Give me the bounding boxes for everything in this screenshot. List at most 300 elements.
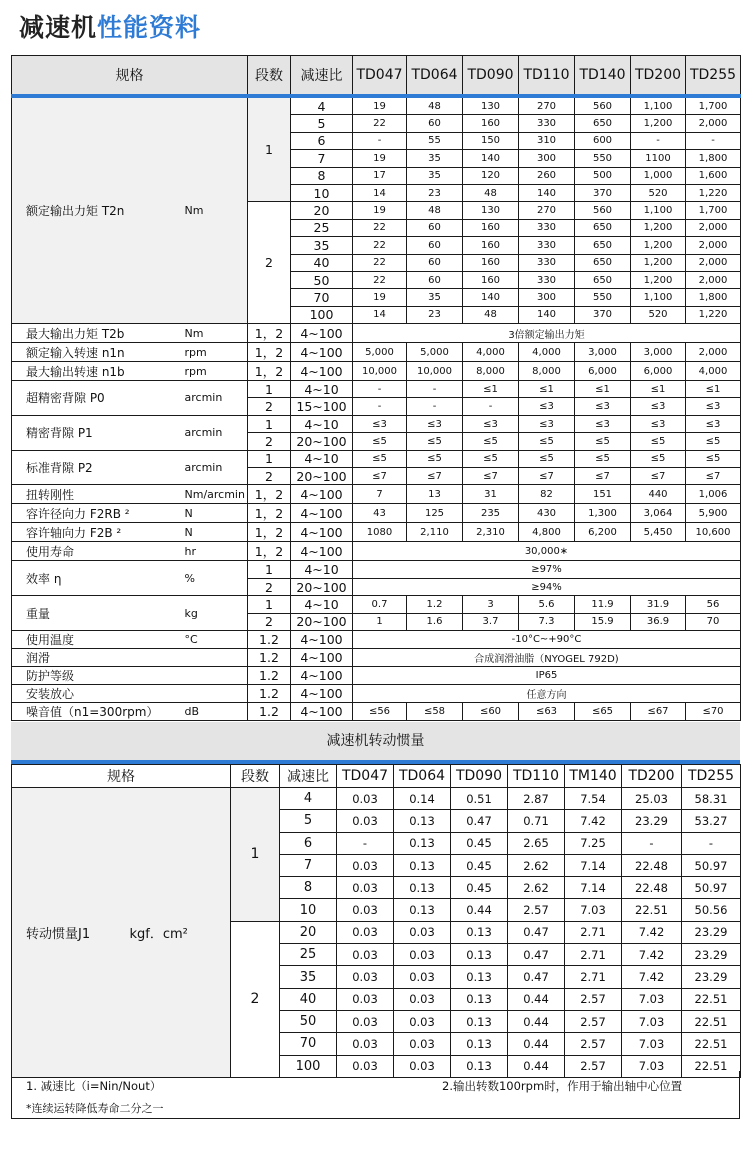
table-cell: 370	[575, 184, 631, 201]
table-row	[12, 702, 741, 720]
table-cell: 4,000	[463, 343, 519, 362]
table-cell: 5,900	[686, 504, 741, 523]
table-cell: 2.65	[508, 832, 565, 854]
table-cell: 150	[463, 132, 519, 149]
table-cell: ≤3	[631, 398, 686, 415]
note-2: 2.输出转数100rpm时，作用于输出轴中心位置	[442, 1079, 683, 1093]
table-cell: 260	[519, 167, 575, 184]
ratio-cell: 50	[291, 271, 353, 288]
table-cell: 6,200	[575, 523, 631, 542]
table-cell: 35	[407, 289, 463, 306]
column-header: 段数	[248, 56, 291, 97]
table-cell: 0.71	[508, 810, 565, 832]
table-row	[12, 96, 741, 115]
stage-cell: 1	[248, 381, 291, 398]
table-row	[12, 381, 741, 398]
stage-cell: 2	[231, 921, 280, 1077]
table-row	[12, 343, 741, 362]
table-cell: 0.44	[508, 988, 565, 1010]
table-cell: 4,800	[519, 523, 575, 542]
table-cell: 0.03	[394, 1010, 451, 1032]
row-label: 润滑	[12, 648, 181, 666]
table-cell: 1,100	[631, 202, 686, 219]
table-cell: 8,000	[463, 362, 519, 381]
stage-cell: 1.2	[248, 648, 291, 666]
row-label: 超精密背隙 P0	[12, 381, 181, 416]
table-cell: 13	[407, 485, 463, 504]
table-row	[12, 596, 741, 613]
row-unit: kgf．cm²	[130, 788, 231, 1078]
table-cell: 270	[519, 96, 575, 115]
table-cell: ≤3	[519, 415, 575, 432]
table-cell: 0.13	[394, 877, 451, 899]
table-cell: 14	[353, 306, 407, 323]
table-cell: ≤5	[575, 450, 631, 467]
table-cell: 7.42	[565, 810, 622, 832]
row-unit: Nm	[181, 96, 248, 324]
merged-value: ≥94%	[353, 578, 741, 595]
row-label: 重量	[12, 596, 181, 631]
table-row	[12, 630, 741, 648]
table-cell: 310	[519, 132, 575, 149]
table-cell: 7.3	[519, 613, 575, 630]
table-cell: ≤3	[575, 398, 631, 415]
table-cell: 7.14	[565, 877, 622, 899]
table-cell: 0.45	[451, 854, 508, 876]
column-header: TD047	[353, 56, 407, 97]
table-cell: 5,450	[631, 523, 686, 542]
table-cell: 7.03	[622, 988, 682, 1010]
column-header: 规格	[12, 56, 248, 97]
table-cell: 4,000	[686, 362, 741, 381]
table-cell: 1,000	[631, 167, 686, 184]
table-cell: 35	[407, 167, 463, 184]
merged-value: 30,000∗	[353, 542, 741, 561]
table-cell: 650	[575, 254, 631, 271]
table-cell: 2.57	[565, 1010, 622, 1032]
table-cell: 22	[353, 271, 407, 288]
table-cell: 10,000	[407, 362, 463, 381]
ratio-cell: 6	[291, 132, 353, 149]
table-cell: 2.71	[565, 921, 622, 943]
table-cell: 0.03	[337, 921, 394, 943]
table-cell: 0.13	[451, 944, 508, 966]
ratio-cell: 7	[291, 150, 353, 167]
table-cell: 2,000	[686, 219, 741, 236]
column-header: 规格	[12, 765, 231, 788]
table-cell: 48	[463, 306, 519, 323]
table-cell: 1.6	[407, 613, 463, 630]
table-cell: 25.03	[622, 788, 682, 810]
table-cell: 330	[519, 254, 575, 271]
table-cell: ≤5	[463, 450, 519, 467]
table-cell: 22.51	[682, 1033, 741, 1055]
table-cell: ≤3	[407, 415, 463, 432]
table-cell: 23.29	[682, 921, 741, 943]
table-row	[12, 788, 741, 810]
ratio-cell: 6	[280, 832, 337, 854]
column-header: TD110	[508, 765, 565, 788]
table-cell: 160	[463, 237, 519, 254]
table-row	[12, 648, 741, 666]
table-cell: 1,300	[575, 504, 631, 523]
table-cell: 1100	[631, 150, 686, 167]
table-cell: 560	[575, 202, 631, 219]
table-cell: 0.47	[508, 944, 565, 966]
table-row	[12, 324, 741, 343]
table-header-row	[12, 56, 741, 97]
table-cell: 0.44	[508, 1055, 565, 1077]
table-cell: 440	[631, 485, 686, 504]
ratio-cell: 35	[291, 237, 353, 254]
table-row	[12, 362, 741, 381]
ratio-cell: 20	[280, 921, 337, 943]
ratio-cell: 4~10	[291, 450, 353, 467]
table-cell: ≤3	[686, 415, 741, 432]
table-cell: 48	[407, 202, 463, 219]
table-cell: ≤1	[686, 381, 741, 398]
table-cell: ≤58	[407, 702, 463, 720]
table-cell: 22	[353, 115, 407, 132]
ratio-cell: 8	[291, 167, 353, 184]
table-cell: ≤1	[575, 381, 631, 398]
ratio-cell: 100	[291, 306, 353, 323]
table-cell: 2,000	[686, 237, 741, 254]
row-unit: °C	[181, 630, 248, 648]
table-cell: 10,000	[353, 362, 407, 381]
table-cell: ≤7	[686, 468, 741, 485]
stage-cell: 1.2	[248, 702, 291, 720]
table-cell: 650	[575, 219, 631, 236]
table-cell: 2.57	[565, 988, 622, 1010]
stage-cell: 1	[231, 788, 280, 922]
table-cell: -	[407, 398, 463, 415]
table-cell: 650	[575, 271, 631, 288]
table-cell: -	[622, 832, 682, 854]
table-cell: 1,200	[631, 254, 686, 271]
table-cell: 3	[463, 596, 519, 613]
column-header: 减速比	[291, 56, 353, 97]
table-cell: 2,110	[407, 523, 463, 542]
table-cell: ≤65	[575, 702, 631, 720]
table-cell: 56	[686, 596, 741, 613]
stage-cell: 2	[248, 578, 291, 595]
column-header: 减速比	[280, 765, 337, 788]
table-cell: 1,220	[686, 306, 741, 323]
table-cell: 2.71	[565, 944, 622, 966]
table-cell: ≤5	[407, 450, 463, 467]
table-cell: 0.44	[508, 1033, 565, 1055]
table-cell: 0.13	[451, 1055, 508, 1077]
table-row	[12, 485, 741, 504]
column-header: TD047	[337, 765, 394, 788]
ratio-cell: 70	[291, 289, 353, 306]
table-cell: ≤7	[463, 468, 519, 485]
table-cell: 5,000	[407, 343, 463, 362]
table-cell: 500	[575, 167, 631, 184]
row-unit	[181, 684, 248, 702]
table-cell: 1,700	[686, 202, 741, 219]
row-unit: Nm	[181, 324, 248, 343]
table-cell: 7.03	[622, 1010, 682, 1032]
stage-cell: 1	[248, 96, 291, 202]
table-cell: -	[631, 132, 686, 149]
table-cell: 15.9	[575, 613, 631, 630]
table-cell: 22.51	[682, 988, 741, 1010]
table-cell: 0.13	[394, 810, 451, 832]
row-label: 转动惯量J1	[12, 788, 130, 1078]
table-cell: 7.54	[565, 788, 622, 810]
table-cell: 1,200	[631, 271, 686, 288]
row-unit	[181, 648, 248, 666]
ratio-cell: 4~100	[291, 343, 353, 362]
table-row	[12, 561, 741, 578]
column-header: TD255	[682, 765, 741, 788]
table-cell: -	[463, 398, 519, 415]
table-header-row	[12, 765, 741, 788]
table-cell: 0.03	[337, 1010, 394, 1032]
table-cell: 7.42	[622, 966, 682, 988]
table-cell: 0.14	[394, 788, 451, 810]
ratio-cell: 4	[280, 788, 337, 810]
table-cell: 2,000	[686, 343, 741, 362]
table-cell: 50.97	[682, 877, 741, 899]
table-cell: 0.03	[337, 944, 394, 966]
table-cell: 1,220	[686, 184, 741, 201]
ratio-cell: 40	[280, 988, 337, 1010]
table-cell: 0.03	[394, 988, 451, 1010]
ratio-cell: 4~100	[291, 485, 353, 504]
ratio-cell: 35	[280, 966, 337, 988]
table-cell: 53.27	[682, 810, 741, 832]
table-cell: 43	[353, 504, 407, 523]
row-unit: hr	[181, 542, 248, 561]
table-cell: ≤1	[631, 381, 686, 398]
table-cell: 11.9	[575, 596, 631, 613]
table-cell: 120	[463, 167, 519, 184]
table-cell: ≤5	[353, 450, 407, 467]
table-cell: ≤56	[353, 702, 407, 720]
table-cell: -	[407, 381, 463, 398]
ratio-cell: 4~10	[291, 381, 353, 398]
table-cell: ≤67	[631, 702, 686, 720]
row-label: 扭转刚性	[12, 485, 181, 504]
ratio-cell: 4~100	[291, 542, 353, 561]
stage-cell: 2	[248, 398, 291, 415]
table-cell: 36.9	[631, 613, 686, 630]
column-header: TD064	[407, 56, 463, 97]
performance-table	[11, 55, 741, 721]
table-cell: 7.03	[565, 899, 622, 921]
table-cell: 60	[407, 254, 463, 271]
table-cell: 0.13	[394, 854, 451, 876]
table-cell: 19	[353, 96, 407, 115]
row-unit: %	[181, 561, 248, 596]
table-cell: 2.62	[508, 877, 565, 899]
table-cell: 22	[353, 219, 407, 236]
table-cell: 4,000	[519, 343, 575, 362]
table-cell: 1,200	[631, 115, 686, 132]
table-cell: ≤63	[519, 702, 575, 720]
table-cell: 650	[575, 115, 631, 132]
stage-cell: 1，2	[248, 362, 291, 381]
table-cell: ≤7	[407, 468, 463, 485]
table-cell: 1080	[353, 523, 407, 542]
notes-box	[11, 1071, 740, 1119]
table-cell: 2,000	[686, 254, 741, 271]
column-header: TD064	[394, 765, 451, 788]
stage-cell: 1.2	[248, 666, 291, 684]
table-cell: ≤3	[575, 415, 631, 432]
table-cell: 0.47	[451, 810, 508, 832]
table-cell: ≤5	[631, 450, 686, 467]
table-cell: 0.47	[508, 921, 565, 943]
table-cell: 14	[353, 184, 407, 201]
table-cell: 0.03	[394, 944, 451, 966]
table-cell: 0.03	[337, 966, 394, 988]
table-cell: 7	[353, 485, 407, 504]
row-label: 容许径向力 F2RB ²	[12, 504, 181, 523]
table-cell: 330	[519, 271, 575, 288]
ratio-cell: 4~100	[291, 630, 353, 648]
row-label: 额定输入转速 n1n	[12, 343, 181, 362]
table-cell: 58.31	[682, 788, 741, 810]
table-cell: 7.03	[622, 1055, 682, 1077]
table-cell: 3,000	[631, 343, 686, 362]
table-cell: ≤5	[686, 433, 741, 450]
table-cell: 19	[353, 150, 407, 167]
ratio-cell: 4~100	[291, 666, 353, 684]
table-cell: ≤5	[575, 433, 631, 450]
table-cell: ≤3	[631, 415, 686, 432]
stage-cell: 1	[248, 415, 291, 432]
column-header: TD090	[451, 765, 508, 788]
table-cell: ≤5	[463, 433, 519, 450]
table-cell: 6,000	[631, 362, 686, 381]
table-cell: 235	[463, 504, 519, 523]
ratio-cell: 100	[280, 1055, 337, 1077]
row-label: 使用寿命	[12, 542, 181, 561]
ratio-cell: 4	[291, 96, 353, 115]
table-cell: 22.51	[682, 1010, 741, 1032]
table-cell: 650	[575, 237, 631, 254]
table-cell: 0.03	[337, 854, 394, 876]
table-cell: 60	[407, 271, 463, 288]
table-cell: -	[686, 132, 741, 149]
table-cell: 0.03	[337, 810, 394, 832]
table-cell: 0.13	[451, 966, 508, 988]
stage-cell: 1.2	[248, 684, 291, 702]
table-cell: ≤5	[353, 433, 407, 450]
table-row	[12, 542, 741, 561]
table-cell: 1,100	[631, 289, 686, 306]
table-cell: 60	[407, 115, 463, 132]
table-cell: 10,600	[686, 523, 741, 542]
merged-value: -10°C~+90°C	[353, 630, 741, 648]
stage-cell: 1，2	[248, 523, 291, 542]
table-cell: 7.42	[622, 921, 682, 943]
table-cell: ≤3	[463, 415, 519, 432]
table-cell: 48	[407, 96, 463, 115]
ratio-cell: 20~100	[291, 613, 353, 630]
merged-value: ≥97%	[353, 561, 741, 578]
ratio-cell: 40	[291, 254, 353, 271]
table-cell: 1,600	[686, 167, 741, 184]
stage-cell: 1	[248, 561, 291, 578]
table-cell: 50.97	[682, 854, 741, 876]
row-label: 噪音值（n1=300rpm）	[12, 702, 181, 720]
row-unit: dB	[181, 702, 248, 720]
table-cell: 5,000	[353, 343, 407, 362]
table-cell: 1,800	[686, 289, 741, 306]
row-label: 防护等级	[12, 666, 181, 684]
table-cell: ≤7	[575, 468, 631, 485]
row-unit: arcmin	[181, 381, 248, 416]
table-row	[12, 666, 741, 684]
ratio-cell: 4~100	[291, 504, 353, 523]
table-cell: ≤5	[407, 433, 463, 450]
column-header: 段数	[231, 765, 280, 788]
table-cell: 300	[519, 289, 575, 306]
ratio-cell: 5	[280, 810, 337, 832]
table-cell: 19	[353, 289, 407, 306]
ratio-cell: 20~100	[291, 578, 353, 595]
row-unit: Nm/arcmin	[181, 485, 248, 504]
note-3: *连续运转降低寿命二分之一	[26, 1102, 164, 1115]
table-cell: 19	[353, 202, 407, 219]
table-cell: 0.03	[394, 1033, 451, 1055]
table-cell: 160	[463, 254, 519, 271]
column-header: TD255	[686, 56, 741, 97]
table-cell: 520	[631, 184, 686, 201]
table-cell: ≤5	[519, 433, 575, 450]
column-header: TD140	[575, 56, 631, 97]
table-cell: 22.51	[682, 1055, 741, 1077]
stage-cell: 1，2	[248, 542, 291, 561]
merged-value: 合成润滑油脂（NYOGEL 792D)	[353, 648, 741, 666]
table-cell: 2.57	[565, 1055, 622, 1077]
table-cell: 7.14	[565, 854, 622, 876]
table-cell: 8,000	[519, 362, 575, 381]
ratio-cell: 25	[280, 944, 337, 966]
table-cell: 2.57	[565, 1033, 622, 1055]
table-cell: 140	[519, 184, 575, 201]
table-cell: 7.03	[622, 1033, 682, 1055]
row-unit: arcmin	[181, 450, 248, 485]
table-cell: 0.13	[394, 832, 451, 854]
table-cell: 0.03	[337, 1055, 394, 1077]
column-header: TD200	[622, 765, 682, 788]
stage-cell: 1	[248, 450, 291, 467]
stage-cell: 1，2	[248, 504, 291, 523]
stage-cell: 1，2	[248, 324, 291, 343]
row-label: 精密背隙 P1	[12, 415, 181, 450]
merged-value: IP65	[353, 666, 741, 684]
table-cell: ≤5	[686, 450, 741, 467]
table-cell: 23.29	[682, 966, 741, 988]
table-row	[12, 450, 741, 467]
table-cell: 1,100	[631, 96, 686, 115]
table-cell: -	[337, 832, 394, 854]
table-cell: 0.03	[337, 877, 394, 899]
ratio-cell: 5	[291, 115, 353, 132]
table-cell: 270	[519, 202, 575, 219]
table-cell: ≤1	[463, 381, 519, 398]
table-cell: 82	[519, 485, 575, 504]
row-unit: N	[181, 504, 248, 523]
table-cell: ≤5	[631, 433, 686, 450]
ratio-cell: 20~100	[291, 468, 353, 485]
